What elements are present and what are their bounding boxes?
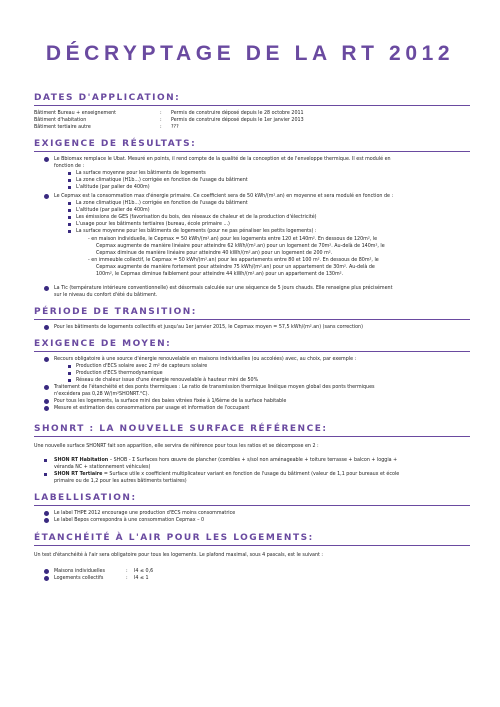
label-text: Le label THPE 2012 encourage une production d'ECS moins consommatrice [54, 511, 236, 516]
section-heading-transition: PÉRIODE DE TRANSITION: [34, 307, 197, 317]
dash-line: Cepmax diminue de manière linéaire pour atteindre 40 kWh/(m².an) pour un logement de 200 m². [96, 251, 333, 256]
shonrt-item [54, 458, 397, 464]
square-bullet-icon [68, 216, 71, 219]
dash-line: 100m², le Cepmax diminue faiblement pour atteindre 44 kWh/(m².an) pour un appartement de 130m². [96, 272, 344, 277]
bullet-icon [44, 194, 49, 199]
bullet-icon [44, 518, 49, 523]
bullet-icon [44, 286, 49, 291]
etancheite-row-label: Maisons individuelles [54, 569, 105, 574]
shonrt-item-text: véranda NC + stationnement véhicules) [54, 465, 151, 470]
etancheite-row-label: Logements collectifs [54, 576, 104, 581]
moyen-text: Pour tous les logements, la surface mini des baies vitrées fixée à 1/6ème de la surface habitable [54, 399, 287, 404]
tic-text: La Tic (température intérieure conventionnelle) est désormais calculée sur une séquence de 5 jours chauds. Elle renseigne plus précisément [54, 286, 393, 291]
bullet-icon [44, 399, 49, 404]
page-title: DÉCRYPTAGE DE LA RT 2012 [45, 42, 455, 65]
dash-line: - en immeuble collectif, le Cepmax = 50 kWh/(m².an) pour les appartements entre 80 et 100 m². En dessous de 80m², le [88, 258, 379, 263]
dates-row-label: Bâtiment Bureau + enseignement [34, 111, 117, 116]
dash-line: - en maison individuelle, le Cepmax = 50 kWh/(m².an) pour les logements entre 120 et 140m². En dessous de 120m², le [88, 237, 378, 242]
section-heading-resultats: EXIGENCE DE RÉSULTATS: [34, 139, 197, 149]
section-heading-label: LABELLISATION: [34, 493, 137, 503]
etancheite-row-sep: : [126, 569, 128, 574]
bullet-icon [44, 576, 49, 581]
tic-text: sur le niveau du confort d'été du bâtiment. [54, 293, 158, 298]
square-bullet-icon [68, 379, 71, 382]
section-heading-etancheite: ÉTANCHÉITÉ À L'AIR POUR LES LOGEMENTS: [34, 533, 314, 543]
moyen-text: n'excédera pas 0,28 W/(m²SHONRT.°C). [54, 392, 150, 397]
bullet-icon [44, 357, 49, 362]
dates-row-sep: : [160, 111, 162, 116]
shonrt-item-text: = Surface utile x coefficient multiplicateur variant en fonction de l'usage du bâtiment (valeur de 1,1 pour bureaux et école [102, 472, 400, 477]
section-divider [34, 436, 470, 437]
square-bullet-icon [68, 179, 71, 182]
bullet-icon [44, 569, 49, 574]
shonrt-item [54, 472, 399, 478]
dates-row-sep: : [160, 125, 162, 130]
dates-row-sep: : [160, 118, 162, 123]
cep-text: Le Cepmax est la consommation max d'énergie primaire. Ce coefficient sera de 50 kWh/(m².an) en moyenne et sera modulé en fonction de : [54, 194, 394, 199]
dates-row-label: Bâtiment d'habitation [34, 118, 87, 123]
sub-item: La surface moyenne pour les bâtiments de logements (pour ne pas pénaliser les petits logements) : [76, 229, 317, 234]
etancheite-row-value: I4 ≤ 0,6 [134, 569, 154, 574]
moyen-text: Mesure et estimation des consommations par usage et information de l'occupant [54, 406, 250, 411]
sub-item: L'usage pour les bâtiments tertiaires (bureau, école primaire ...) [76, 222, 230, 227]
section-heading-moyen: EXIGENCE DE MOYEN: [34, 339, 172, 349]
section-divider [34, 105, 470, 106]
moyen-text: Traitement de l'étanchéité et des ponts thermiques : Le ratio de transmission thermique linéique moyen global des ponts thermiques [54, 385, 375, 390]
bbio-text: Le Bbiomax remplace le Ubat. Mesuré en points, il rend compte de la qualité de la conception et de l'enveloppe thermique. Il est modulé en [54, 157, 391, 162]
sub-item: La zone climatique (H1b...) corrigée en fonction de l'usage du bâtiment [76, 201, 248, 206]
sub-item: Les émissions de GES (favorisation du bois, des réseaux de chaleur et de la production d'électricité) [76, 215, 317, 220]
shonrt-item-text: primaire ou de 1,2 pour les autres bâtiments tertiaires) [54, 479, 187, 484]
bullet-icon [44, 385, 49, 390]
section-divider [34, 351, 470, 352]
bullet-icon [44, 406, 49, 411]
square-bullet-icon [68, 365, 71, 368]
square-bullet-icon [68, 372, 71, 375]
section-divider [34, 151, 470, 152]
square-bullet-icon [44, 459, 47, 462]
sub-item: L'altitude (par palier de 400m) [76, 185, 150, 190]
transition-text: Pour les bâtiments de logements collectifs et jusqu'au 1er janvier 2015, le Cepmax moyen = 57,5 kWh/(m².an) (sans correction) [54, 325, 363, 330]
section-divider [34, 505, 470, 506]
etancheite-row-sep: : [126, 576, 128, 581]
dash-line: Cepmax augmente de manière fortement pour atteindre 75 kWh/(m².an) pour un appartement de 30m². Au-delà de [96, 265, 375, 270]
sub-item: L'altitude (par palier de 400m) [76, 208, 150, 213]
square-bullet-icon [68, 223, 71, 226]
sub-item: Réseau de chaleur issue d'une énergie renouvelable à hauteur mini de 50% [76, 378, 259, 383]
square-bullet-icon [68, 202, 71, 205]
sub-item: Production d'ECS thermodynamique [76, 371, 163, 376]
section-heading-dates: DATES D'APPLICATION: [34, 93, 181, 103]
dash-line: Cepmax augmente de manière linéaire pour atteindre 62 kWh/(m².an) pour un logement de 70m². Au-delà de 140m², le [96, 244, 385, 249]
moyen-text: Recours obligatoire à une source d'énergie renouvelable en maisons individuelles (ou accolées) avec, au choix, par exemple : [54, 357, 357, 362]
dates-row-value: ??? [171, 125, 179, 130]
sub-item: La zone climatique (H1b...) corrigée en fonction de l'usage du bâtiment [76, 178, 248, 183]
etancheite-intro: Un test d'étanchéité à l'air sera obligatoire pour tous les logements. Le plafond maximal, sous 4 pascals, est le suivant : [34, 553, 324, 558]
bullet-icon [44, 325, 49, 330]
square-bullet-icon [68, 209, 71, 212]
section-divider [34, 319, 470, 320]
bullet-icon [44, 511, 49, 516]
bbio-text: fonction de : [54, 164, 85, 169]
dates-row-label: Bâtiment tertiaire autre [34, 125, 91, 130]
square-bullet-icon [68, 186, 71, 189]
dates-row-value: Permis de construire déposé depuis le 1er janvier 2013 [171, 118, 304, 123]
section-heading-shonrt: SHONRT : LA NOUVELLE SURFACE RÉFÉRENCE: [34, 424, 328, 434]
shonrt-item-title: SHON RT Habitation [54, 458, 109, 463]
square-bullet-icon [68, 230, 71, 233]
bullet-icon [44, 157, 49, 162]
label-text: Le label Bepos correspondra à une consommation Cepmax – 0 [54, 518, 205, 523]
square-bullet-icon [44, 473, 47, 476]
shonrt-item-title: SHON RT Tertiaire [54, 472, 103, 477]
sub-item: La surface moyenne pour les bâtiments de logements [76, 171, 206, 176]
shonrt-intro: Une nouvelle surface SHONRT fait son apparition, elle servira de référence pour tous les ratios et se décompose en 2 : [34, 444, 319, 449]
section-divider [34, 545, 470, 546]
shonrt-item-text: – SHOB - Σ Surfaces hors œuvre de plancher (combles + s/sol non aménageable + toiture terrasse + balcon + loggia + [108, 458, 398, 463]
dates-row-value: Permis de construire déposé depuis le 28 octobre 2011 [171, 111, 304, 116]
square-bullet-icon [68, 172, 71, 175]
sub-item: Production d'ECS solaire avec 2 m² de capteurs solaire [76, 364, 208, 369]
etancheite-row-value: I4 ≤ 1 [134, 576, 149, 581]
